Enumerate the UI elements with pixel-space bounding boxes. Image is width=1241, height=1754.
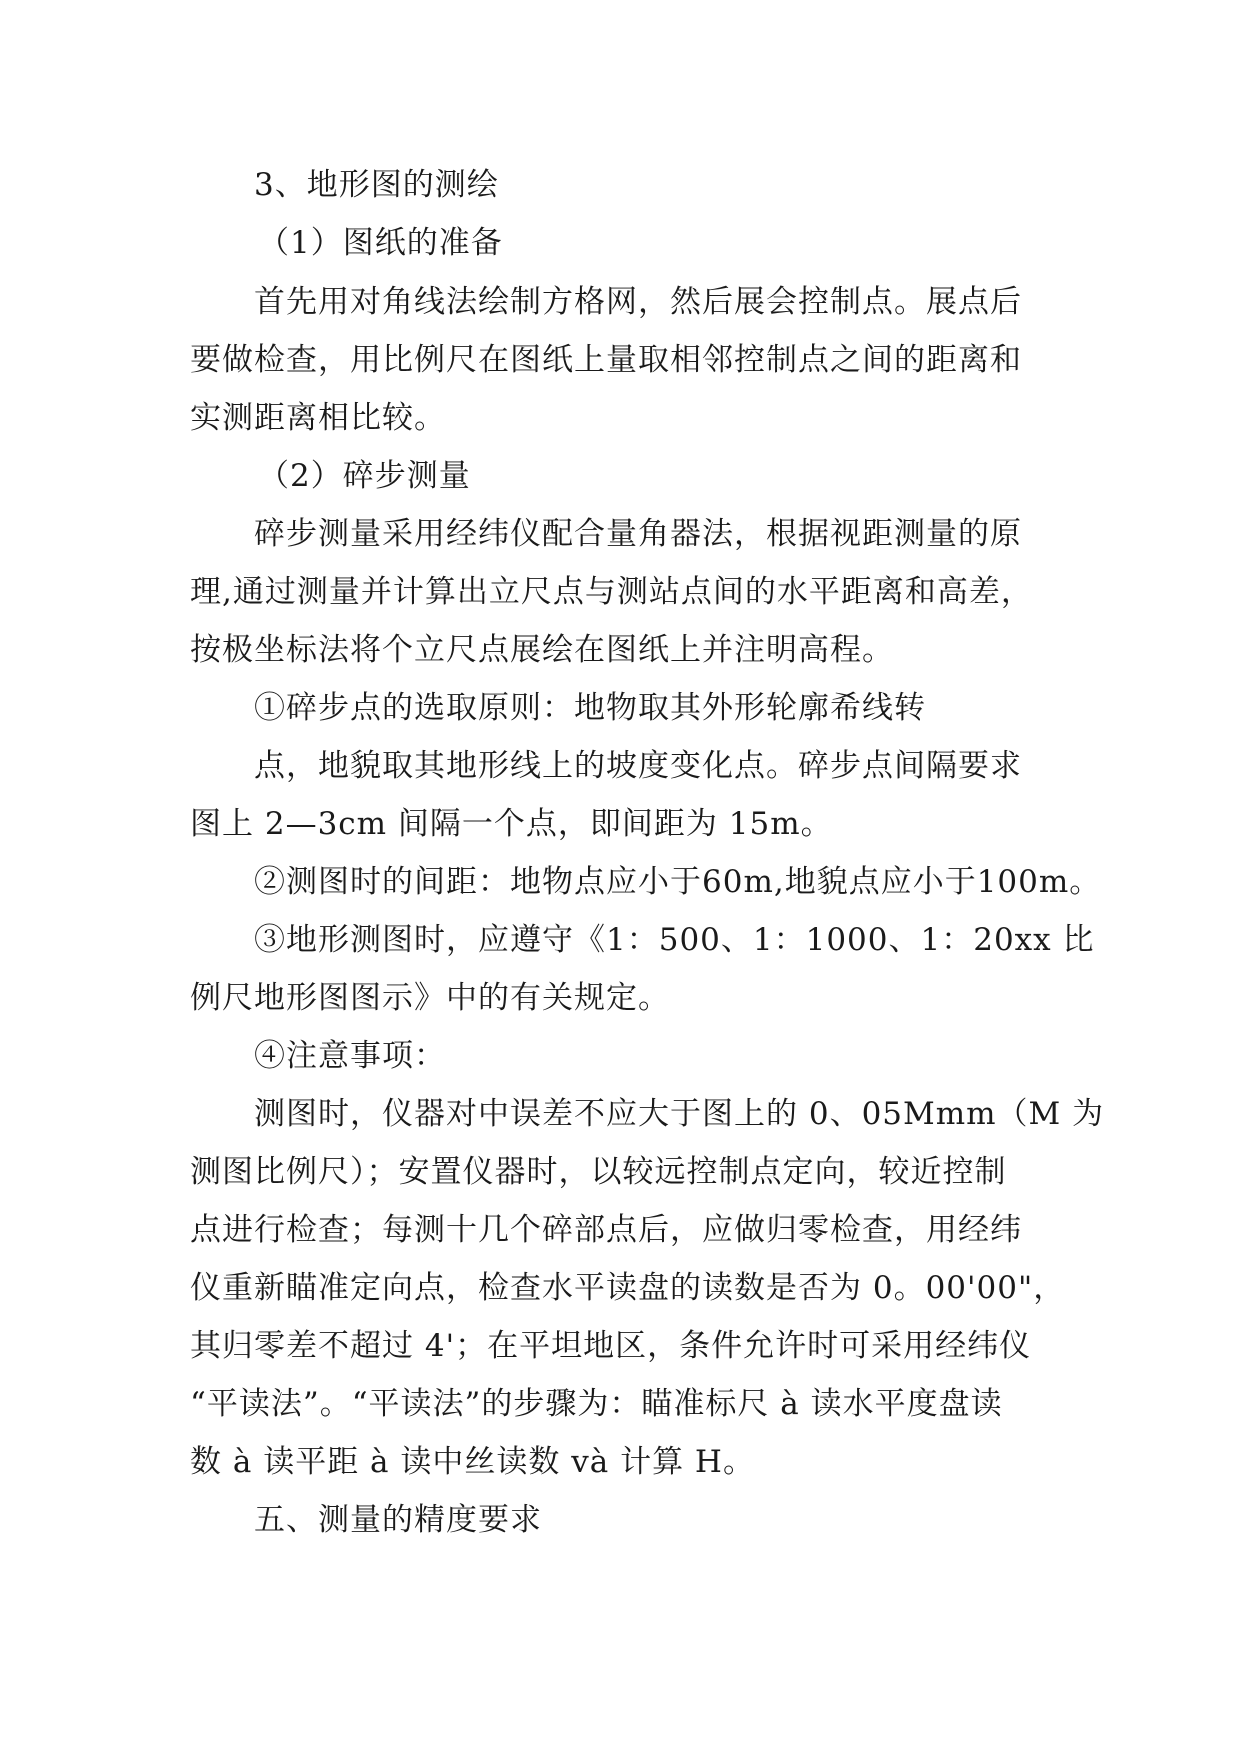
paragraph-line: 图上 2—3cm 间隔一个点，即间距为 15m。: [190, 806, 833, 842]
paragraph-line: “平读法”。“平读法”的步骤为：瞄准标尺 à 读水平度盘读: [190, 1386, 1003, 1422]
paragraph-line: 按极坐标法将个立尺点展绘在图纸上并注明高程。: [190, 632, 894, 668]
paragraph-line: 仪重新瞄准定向点，检查水平读盘的读数是否为 0。00'00"，: [190, 1270, 1066, 1306]
list-item-notes: ④注意事项：: [254, 1038, 446, 1074]
paragraph-line: 理,通过测量并计算出立尺点与测站点间的水平距离和高差，: [190, 574, 1033, 610]
paragraph-line: 要做检查，用比例尺在图纸上量取相邻控制点之间的距离和: [190, 342, 1022, 378]
list-item-mapping-standards: ③地形测图时，应遵守《1：500、1：1000、1：20xx 比: [254, 922, 1095, 958]
subheading-drawing-preparation: （1）图纸的准备: [258, 225, 503, 261]
list-item-selection-principle: ①碎步点的选取原则：地物取其外形轮廓希线转: [254, 690, 926, 726]
section-heading-accuracy-requirements: 五、测量的精度要求: [254, 1502, 542, 1538]
paragraph-line: 例尺地形图图示》中的有关规定。: [190, 980, 670, 1016]
paragraph-line: 碎步测量采用经纬仪配合量角器法，根据视距测量的原: [254, 516, 1022, 552]
paragraph-line: 测图比例尺）；安置仪器时，以较远控制点定向，较近控制: [190, 1154, 1007, 1190]
section-heading-topographic-mapping: 3、地形图的测绘: [254, 167, 499, 203]
paragraph-line: 实测距离相比较。: [190, 400, 446, 436]
list-item-point-spacing: ②测图时的间距：地物点应小于60m,地貌点应小于100m。: [254, 864, 1102, 900]
paragraph-line: 其归零差不超过 4'；在平坦地区，条件允许时可采用经纬仪: [190, 1328, 1032, 1364]
paragraph-line: 首先用对角线法绘制方格网，然后展会控制点。展点后: [254, 284, 1022, 320]
paragraph-line: 点，地貌取其地形线上的坡度变化点。碎步点间隔要求: [254, 748, 1022, 784]
paragraph-line: 点进行检查；每测十几个碎部点后，应做归零检查，用经纬: [190, 1212, 1022, 1248]
paragraph-line: 测图时，仪器对中误差不应大于图上的 0、05Mmm（M 为: [254, 1096, 1105, 1132]
subheading-detail-survey: （2）碎步测量: [258, 458, 471, 494]
paragraph-line: 数 à 读平距 à 读中丝读数 và 计算 H。: [190, 1444, 755, 1480]
